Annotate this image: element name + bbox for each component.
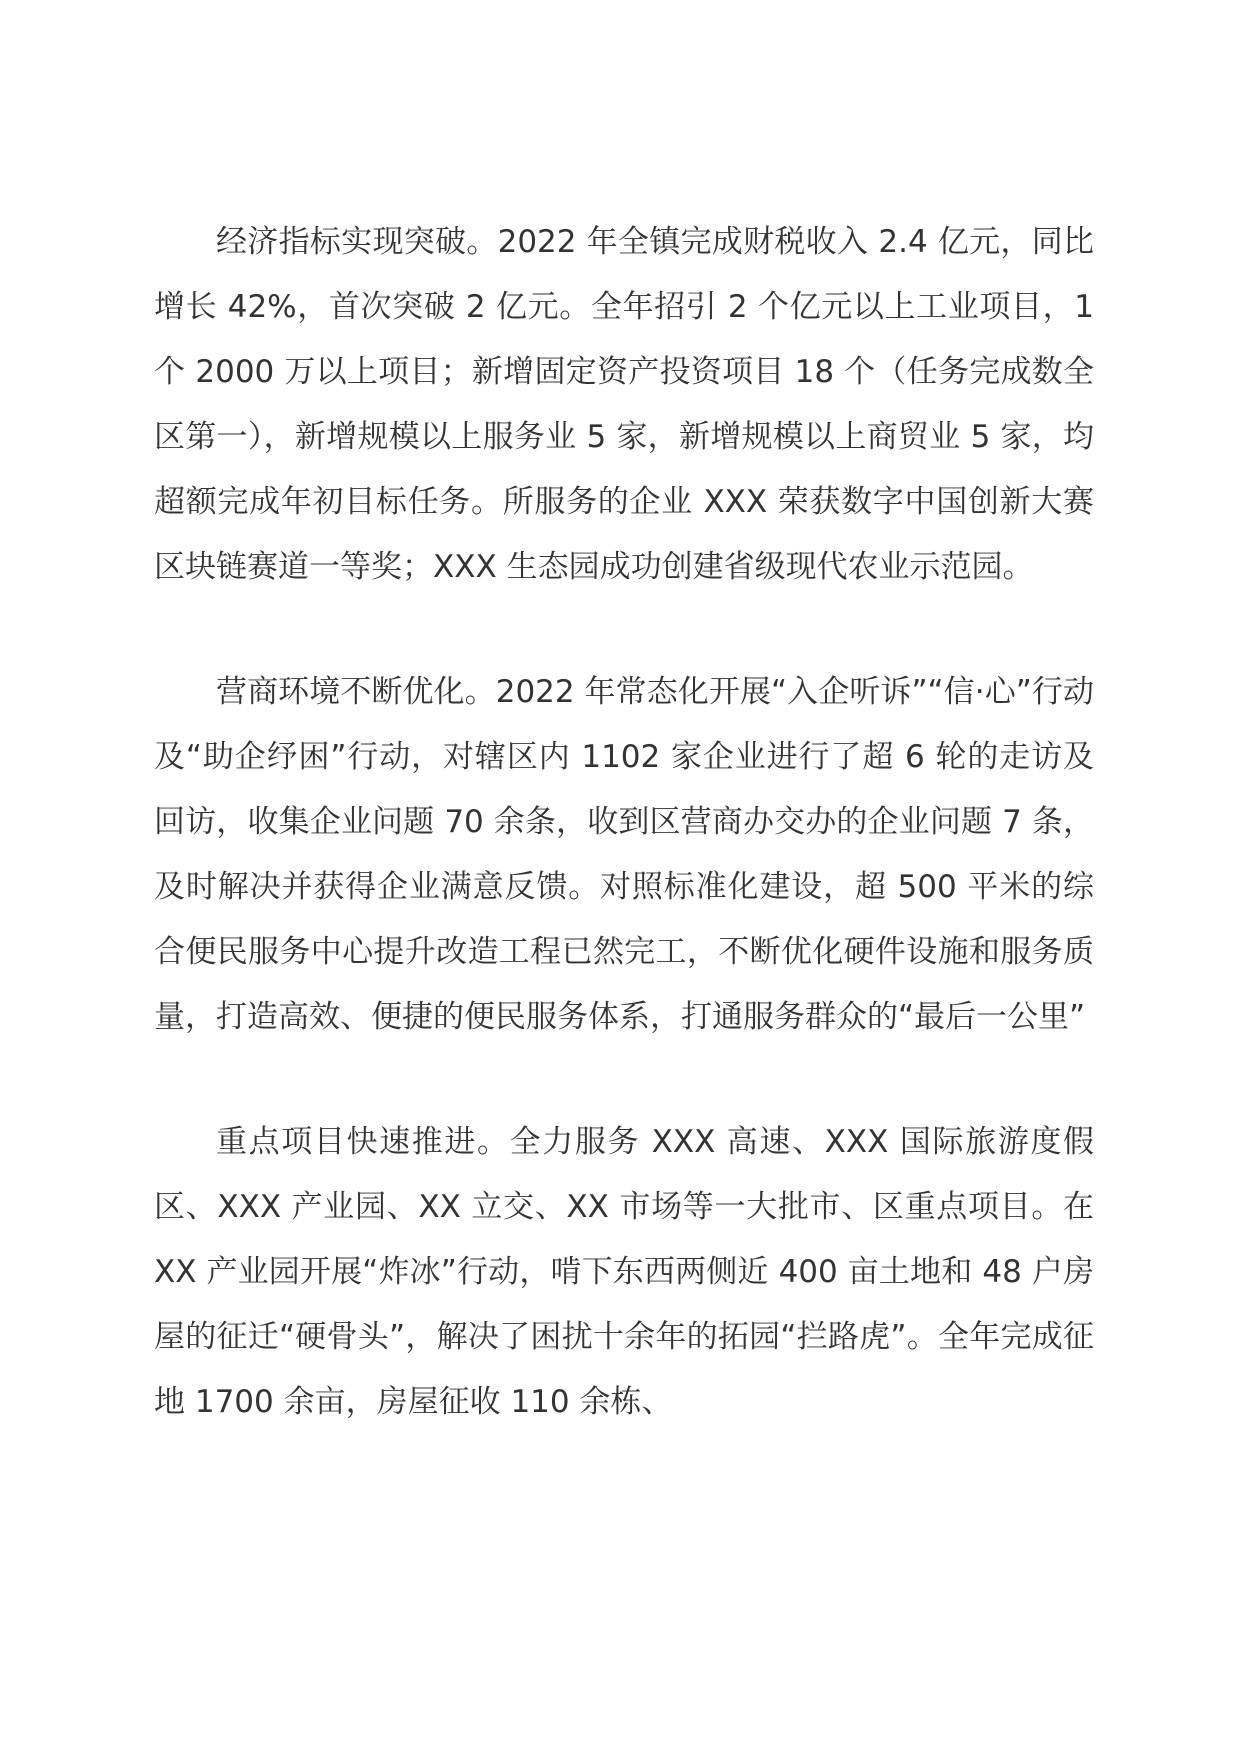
document-body [154, 210, 1094, 1495]
paragraph-key-projects: 重点项目快速推进。全力服务 XXX 高速、XXX 国际旅游度假区、XXX 产业园、XX 立交、XX 市场等一大批市、区重点项目。在 XX 产业园开展“炸冰”行动，啃下东西两侧近 400 亩土地和 48 户房屋的征迁“硬骨头”，解决了困扰十余年的拓园“拦路虎”。全年完成征地 1700 余亩，房屋征收 110 余栋、 [154, 1124, 1094, 1420]
paragraph-business-environment: 营商环境不断优化。2022 年常态化开展“入企听诉”“信·心”行动及“助企纾困”行动，对辖区内 1102 家企业进行了超 6 轮的走访及回访，收集企业问题 70 余条，收到区营商办交办的企业问题 7 条，及时解决并获得企业满意反馈。对照标准化建设，超 500 平米的综合便民服务中心提升改造工程已然完工，不断优化硬件设施和服务质量，打造高效、便捷的便民服务体系，打通服务群众的“最后一公里” [154, 674, 1094, 1035]
paragraph-economic-indicators: 经济指标实现突破。2022 年全镇完成财税收入 2.4 亿元，同比增长 42%，首次突破 2 亿元。全年招引 2 个亿元以上工业项目，1 个 2000 万以上项目；新增固定资产投资项目 18 个（任务完成数全区第一），新增规模以上服务业 5 家，新增规模以上商贸业 5 家，均超额完成年初目标任务。所服务的企业 XXX 荣获数字中国创新大赛区块链赛道一等奖；XXX 生态园成功创建省级现代农业示范园。 [154, 224, 1094, 585]
